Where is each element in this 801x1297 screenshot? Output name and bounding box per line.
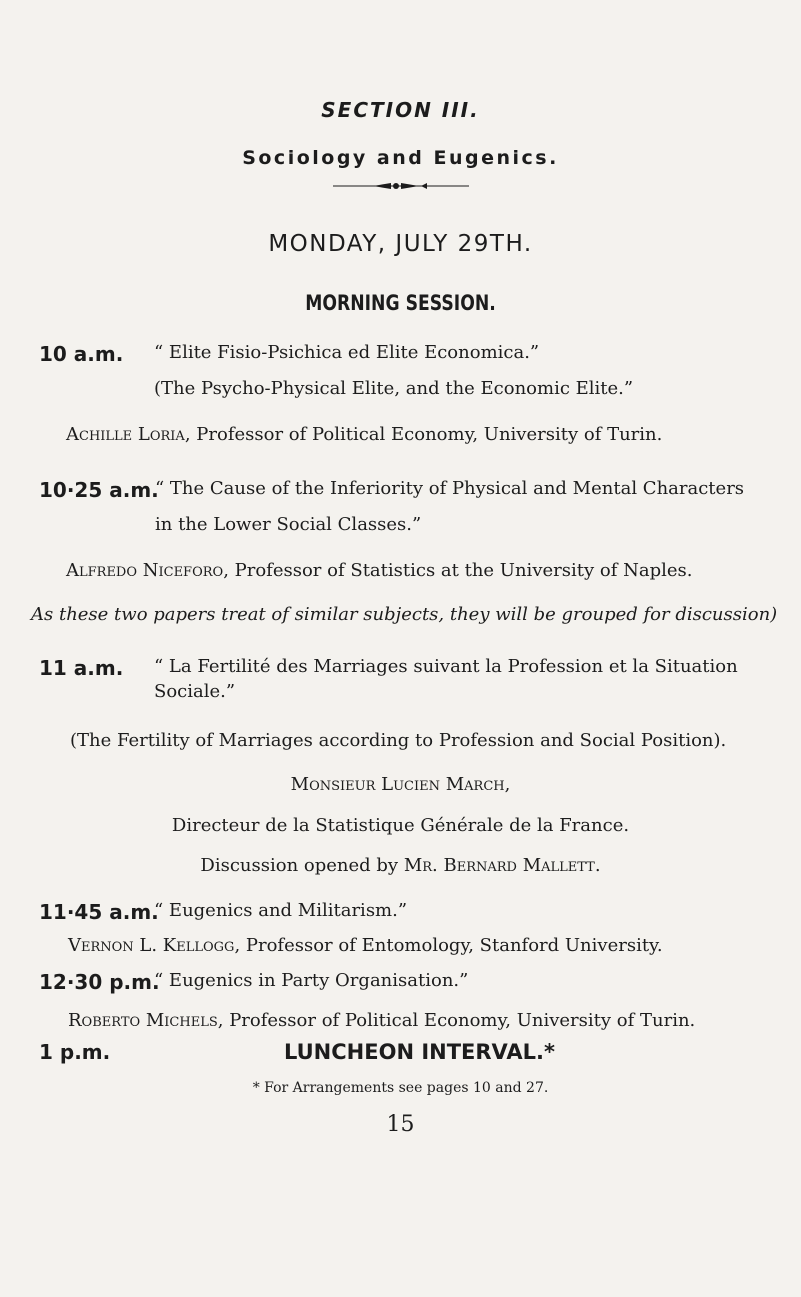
speaker-name: Achille Loria xyxy=(66,424,185,445)
entry-time: 10 a.m. xyxy=(39,342,124,366)
entry-time: 11·45 a.m. xyxy=(39,900,159,924)
paper-title: “ Eugenics in Party Organisation.” xyxy=(154,970,469,991)
speaker-name: Monsieur Lucien March, xyxy=(290,774,511,795)
paper-title: “ La Fertilité des Marriages suivant la Profession et la Situation xyxy=(154,656,738,677)
speaker-line xyxy=(66,424,662,445)
paper-translation: (The Fertility of Marriages according to Profession and Social Position). xyxy=(70,730,727,751)
speaker-line xyxy=(68,935,663,956)
speaker-affiliation: Directeur de la Statistique Générale de la France. xyxy=(171,815,630,836)
luncheon-interval: LUNCHEON INTERVAL.* xyxy=(284,1040,555,1064)
ornament-divider-icon xyxy=(333,180,469,192)
speaker-name: Alfredo Niceforo xyxy=(66,560,224,581)
entry-time: 12·30 p.m. xyxy=(39,970,160,994)
footnote: * For Arrangements see pages 10 and 27. xyxy=(252,1080,549,1096)
paper-title: “ Eugenics and Militarism.” xyxy=(154,900,408,921)
paper-title-continued: Sociale.” xyxy=(154,681,236,702)
discussion-note: As these two papers treat of similar subjects, they will be grouped for discussion) xyxy=(31,604,778,625)
paper-translation: (The Psycho-Physical Elite, and the Economic Elite.” xyxy=(154,378,634,399)
entry-time: 1 p.m. xyxy=(39,1040,111,1064)
discussant-name: Mr. Bernard Mallett. xyxy=(403,855,601,876)
speaker-line xyxy=(68,1010,695,1031)
paper-title: “ The Cause of the Inferiority of Physical and Mental Characters xyxy=(155,478,745,499)
date-heading: MONDAY, JULY 29TH. xyxy=(268,231,533,257)
speaker-name: Vernon L. Kellogg xyxy=(68,935,235,956)
page-number: 15 xyxy=(386,1112,415,1137)
section-subject: Sociology and Eugenics. xyxy=(242,147,559,169)
speaker-line xyxy=(66,560,692,581)
speaker-affiliation: , Professor of Political Economy, University of Turin. xyxy=(217,1010,696,1031)
session-heading: MORNING SESSION. xyxy=(305,291,496,315)
discussion-prefix: Discussion opened by xyxy=(200,855,404,876)
section-heading: SECTION III. xyxy=(321,98,480,122)
entry-time: 11 a.m. xyxy=(39,656,124,680)
paper-title-continued: in the Lower Social Classes.” xyxy=(155,514,422,535)
speaker-name: Roberto Michels xyxy=(68,1010,218,1031)
speaker-affiliation: , Professor of Political Economy, University of Turin. xyxy=(184,424,663,445)
paper-title: “ Elite Fisio-Psichica ed Elite Economica.” xyxy=(154,342,540,363)
entry-time: 10·25 a.m. xyxy=(39,478,159,502)
discussion-line xyxy=(0,855,801,876)
speaker-affiliation: , Professor of Statistics at the University of Naples. xyxy=(223,560,693,581)
speaker-affiliation: , Professor of Entomology, Stanford University. xyxy=(234,935,663,956)
